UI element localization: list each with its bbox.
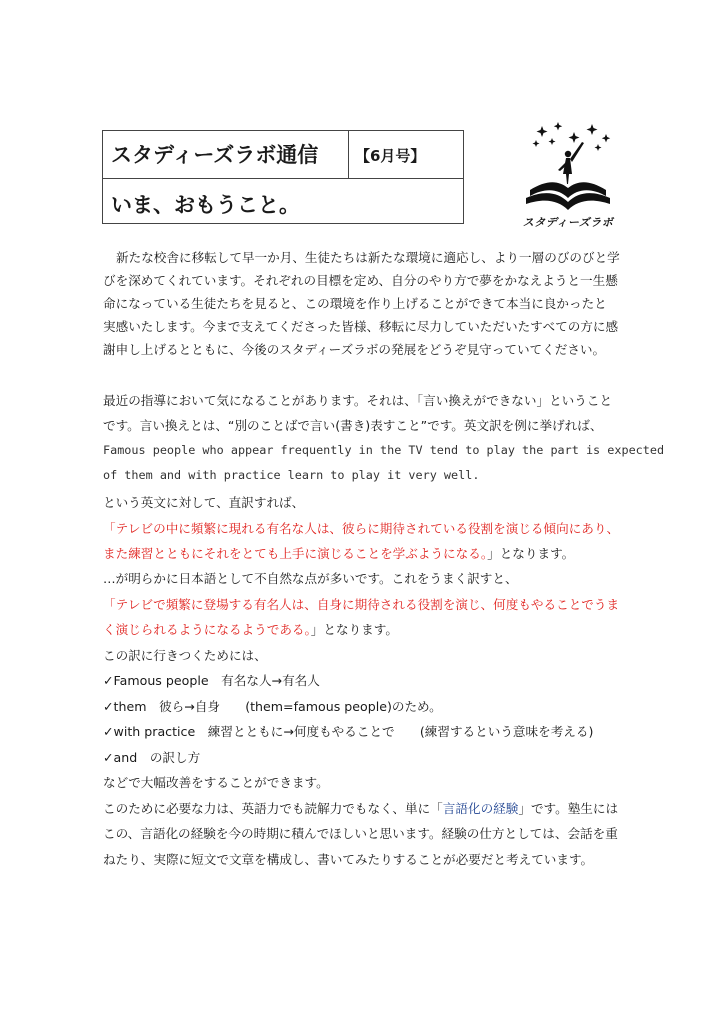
studies-lab-logo xyxy=(512,118,624,230)
conclusion-text: 」です。塾生には xyxy=(518,801,619,816)
header-divider xyxy=(348,131,349,179)
checklist-item: ✓Famous people 有名な人→有名人 xyxy=(103,673,320,688)
english-example-line: Famous people who appear frequently in the TV tend to play the part is expected xyxy=(103,443,665,457)
logo-wordmark: スタディーズラボ xyxy=(522,216,614,229)
natural-translation-text: く演じられるようになるようである。 xyxy=(103,622,311,637)
body-text-line: 最近の指導において気になることがあります。それは、「言い換えができない」ということ xyxy=(103,393,613,408)
conclusion-line xyxy=(103,798,628,817)
checklist-item: ✓and の訳し方 xyxy=(103,750,201,765)
intro-line: びを深めてくれています。それぞれの目標を定め、自分のやり方で夢をかなえようと一生懸 xyxy=(103,273,618,288)
natural-translation-tail: 」となります。 xyxy=(310,622,398,637)
body-text-line: です。言い換えとは、“別のことばで言い(書き)表すこと”です。英文訳を例に挙げれば、 xyxy=(103,418,603,433)
checklist-item: ✓with practice 練習とともに→何度もやることで (練習するという意味を考える) xyxy=(103,724,594,739)
literal-translation-line xyxy=(103,543,628,562)
newsletter-title: スタディーズラボ通信 xyxy=(111,143,319,167)
logo-emblem-icon xyxy=(512,118,624,218)
conclusion-line: ねたり、実際に短文で文章を構成し、書いてみたりすることが必要だと考えています。 xyxy=(103,852,594,867)
body-text-line: という英文に対して、直訳すれば、 xyxy=(103,495,305,510)
natural-translation-line xyxy=(103,619,628,638)
literal-translation-text: また練習とともにそれをとても上手に演じることを学ぶようになる。 xyxy=(103,546,488,561)
intro-line: 命になっている生徒たちを見ると、この環境を作り上げることができて本当に良かったと xyxy=(103,296,607,311)
newsletter-header-box xyxy=(102,130,464,224)
header-top-row xyxy=(103,131,463,179)
checklist-item: ✓them 彼ら→自身 (them=famous people)のため。 xyxy=(103,699,442,714)
intro-paragraph xyxy=(103,246,623,361)
highlight-keyword: 言語化の経験 xyxy=(442,801,519,816)
natural-translation-line: 「テレビで頻繁に登場する有名人は、自身に期待される役割を演じ、何度もやることでうま xyxy=(103,597,620,612)
body-text-line: …が明らかに日本語として不自然な点が多いです。これをうまく訳すと、 xyxy=(103,571,518,586)
newsletter-subtitle: いま、おもうこと。 xyxy=(111,193,300,217)
english-example-line: of them and with practice learn to play it very well. xyxy=(103,468,480,482)
body-text-line: この訳に行きつくためには、 xyxy=(103,648,267,663)
intro-line: 実感いたします。今まで支えてくださった皆様、移転に尽力していただいたすべての方に感 xyxy=(103,319,619,334)
intro-line: 謝申し上げるとともに、今後のスタディーズラボの発展をどうぞ見守っていてください。 xyxy=(103,342,606,357)
literal-translation-line: 「テレビの中に頻繁に現れる有名な人は、彼らに期待されている役割を演じる傾向にあり、 xyxy=(103,521,620,536)
issue-label: 【6月号】 xyxy=(355,147,426,165)
conclusion-text: このために必要な力は、英語力でも読解力でもなく、単に「 xyxy=(103,801,443,816)
conclusion-line: この、言語化の経験を今の時期に積んでほしいと思います。経験の仕方としては、会話を重 xyxy=(103,826,618,841)
literal-translation-tail: 」となります。 xyxy=(487,546,575,561)
intro-line: 新たな校舎に移転して早一か月、生徒たちは新たな環境に適応し、より一層のびのびと学 xyxy=(116,250,620,265)
body-text-line: などで大幅改善をすることができます。 xyxy=(103,775,329,790)
